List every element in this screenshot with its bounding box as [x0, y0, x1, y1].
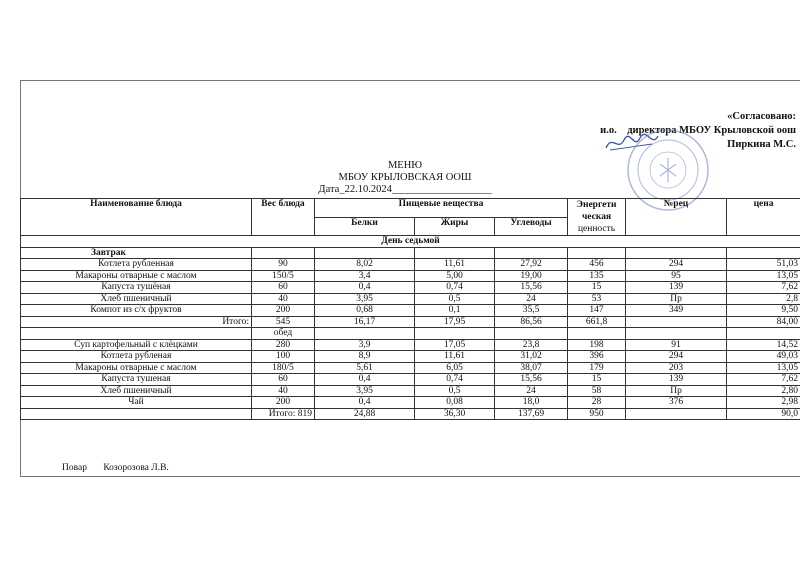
- cell-fat: 17,05: [415, 339, 495, 351]
- title-menu: МЕНЮ: [387, 160, 423, 171]
- total-label: Итого:: [21, 316, 252, 328]
- cell-energy: 456: [568, 259, 626, 271]
- header-protein: Белки: [315, 217, 415, 236]
- cell-carbs: 15,56: [495, 282, 568, 294]
- cell-name: Чай: [21, 397, 252, 409]
- cell-protein: 8,9: [315, 351, 415, 363]
- day-label: День седьмой: [21, 236, 800, 248]
- lunch-rows: [21, 339, 800, 420]
- cell-price: 51,03: [727, 259, 800, 271]
- cell-price: 9,50: [727, 305, 800, 317]
- total-protein: 16,17: [315, 316, 415, 328]
- cell-weight: 90: [252, 259, 315, 271]
- table-row: [21, 270, 800, 282]
- breakfast-rows: [21, 259, 800, 328]
- cell-carbs: 24: [495, 293, 568, 305]
- table-row: [21, 282, 800, 294]
- menu-table: [20, 198, 800, 420]
- cell-weight: 150/5: [252, 270, 315, 282]
- header-row: [21, 199, 800, 218]
- table-row: [21, 362, 800, 374]
- cell-name: Котлета рубленая: [21, 351, 252, 363]
- total-carbs: 137,69: [495, 408, 568, 420]
- cell-fat: 11,61: [415, 351, 495, 363]
- cell-price: 7,62: [727, 374, 800, 386]
- cell-weight: 60: [252, 374, 315, 386]
- cook-role: Повар: [62, 463, 87, 473]
- header-dish: Наименование блюда: [21, 199, 252, 236]
- cell-name: Капуста тушеная: [21, 374, 252, 386]
- cell-name: Суп картофельный с клёцками: [21, 339, 252, 351]
- cell-fat: 11,61: [415, 259, 495, 271]
- cell-weight: 200: [252, 397, 315, 409]
- cell-recipe: Пр: [626, 385, 727, 397]
- cell-recipe: 294: [626, 259, 727, 271]
- cell-protein: 3,4: [315, 270, 415, 282]
- total-fat: 36,30: [415, 408, 495, 420]
- cell-name: Хлеб пшеничный: [21, 385, 252, 397]
- table-row: [21, 293, 800, 305]
- total-weight: Итого: 819: [252, 408, 315, 420]
- menu-title: [300, 160, 510, 196]
- cell-energy: 15: [568, 282, 626, 294]
- cell-energy: 198: [568, 339, 626, 351]
- cell-price: 2,98: [727, 397, 800, 409]
- table-row: [21, 259, 800, 271]
- cell-name: Капуста тушёная: [21, 282, 252, 294]
- cell-weight: 40: [252, 385, 315, 397]
- cell-fat: 0,1: [415, 305, 495, 317]
- cell-recipe: 95: [626, 270, 727, 282]
- cell-protein: 0,68: [315, 305, 415, 317]
- cell-recipe: 376: [626, 397, 727, 409]
- cell-carbs: 18,0: [495, 397, 568, 409]
- total-price: 84,00: [727, 316, 800, 328]
- cell-price: 2,8: [727, 293, 800, 305]
- cell-fat: 0,5: [415, 385, 495, 397]
- cook-signature: [62, 463, 183, 473]
- total-row: [21, 316, 800, 328]
- cell-carbs: 31,02: [495, 351, 568, 363]
- total-fat: 17,95: [415, 316, 495, 328]
- total-recipe: [626, 408, 727, 420]
- breakfast-label-row: [21, 247, 800, 259]
- header-energy: [568, 199, 626, 236]
- day-row: [21, 236, 800, 248]
- cell-price: 14,52: [727, 339, 800, 351]
- table-row: [21, 397, 800, 409]
- cell-energy: 28: [568, 397, 626, 409]
- cell-price: 49,03: [727, 351, 800, 363]
- cell-fat: 0,5: [415, 293, 495, 305]
- title-date: Дата_22.10.2024___________________: [318, 184, 492, 195]
- cell-name: Котлета рубленная: [21, 259, 252, 271]
- total-recipe: [626, 316, 727, 328]
- cell-recipe: 349: [626, 305, 727, 317]
- total-carbs: 86,56: [495, 316, 568, 328]
- title-school: МБОУ КРЫЛОВСКАЯ ООШ: [338, 172, 472, 183]
- cell-weight: 100: [252, 351, 315, 363]
- approval-role: и.о.: [600, 125, 617, 136]
- header-recipe: №рец: [626, 199, 727, 236]
- header-carbs: Углеводы: [495, 217, 568, 236]
- cell-weight: 200: [252, 305, 315, 317]
- header-price: цена: [727, 199, 800, 236]
- table-row: [21, 385, 800, 397]
- cell-name: Макароны отварные с маслом: [21, 270, 252, 282]
- table-row: [21, 305, 800, 317]
- cell-name: Компот из с/х фруктов: [21, 305, 252, 317]
- approval-name: Пиркина М.С.: [727, 139, 796, 150]
- cell-carbs: 15,56: [495, 374, 568, 386]
- cell-recipe: 294: [626, 351, 727, 363]
- cell-protein: 0,4: [315, 397, 415, 409]
- cell-energy: 147: [568, 305, 626, 317]
- cell-energy: 15: [568, 374, 626, 386]
- cell-protein: 0,4: [315, 374, 415, 386]
- total-row: [21, 408, 800, 420]
- cell-fat: 0,08: [415, 397, 495, 409]
- cell-fat: 0,74: [415, 374, 495, 386]
- breakfast-label: Завтрак: [21, 247, 252, 259]
- table-row: [21, 351, 800, 363]
- cell-energy: 396: [568, 351, 626, 363]
- cell-recipe: Пр: [626, 293, 727, 305]
- cell-fat: 5,00: [415, 270, 495, 282]
- total-energy: 661,8: [568, 316, 626, 328]
- header-energy-line2: ческая: [581, 212, 612, 222]
- cook-name: Козорозова Л.В.: [103, 463, 169, 473]
- header-energy-line1: Энергети: [576, 200, 617, 210]
- cell-weight: 280: [252, 339, 315, 351]
- header-energy-line3: ценность: [577, 224, 616, 234]
- approval-director: директора МБОУ Крыловской оош: [627, 125, 796, 136]
- cell-weight: 60: [252, 282, 315, 294]
- cell-recipe: 91: [626, 339, 727, 351]
- header-nutrients: Пищевые вещества: [315, 199, 568, 218]
- lunch-label-row: [21, 328, 800, 340]
- cell-protein: 0,4: [315, 282, 415, 294]
- cell-protein: 5,61: [315, 362, 415, 374]
- cell-weight: 180/5: [252, 362, 315, 374]
- cell-carbs: 23,8: [495, 339, 568, 351]
- cell-price: 13,05: [727, 270, 800, 282]
- cell-protein: 3,95: [315, 385, 415, 397]
- header-weight: Вес блюда: [252, 199, 315, 236]
- cell-carbs: 35,5: [495, 305, 568, 317]
- cell-carbs: 27,92: [495, 259, 568, 271]
- cell-carbs: 19,00: [495, 270, 568, 282]
- total-weight: 545: [252, 316, 315, 328]
- cell-fat: 6,05: [415, 362, 495, 374]
- cell-recipe: 139: [626, 282, 727, 294]
- cell-carbs: 24: [495, 385, 568, 397]
- cell-name: Хлеб пшеничный: [21, 293, 252, 305]
- header-fat: Жиры: [415, 217, 495, 236]
- cell-price: 13,05: [727, 362, 800, 374]
- approval-title: «Согласовано:: [727, 111, 796, 122]
- cell-price: 7,62: [727, 282, 800, 294]
- cell-protein: 8,02: [315, 259, 415, 271]
- cell-fat: 0,74: [415, 282, 495, 294]
- table-row: [21, 374, 800, 386]
- total-protein: 24,88: [315, 408, 415, 420]
- cell-recipe: 203: [626, 362, 727, 374]
- cell-energy: 135: [568, 270, 626, 282]
- cell-energy: 53: [568, 293, 626, 305]
- cell-protein: 3,95: [315, 293, 415, 305]
- cell-price: 2,80: [727, 385, 800, 397]
- cell-protein: 3,9: [315, 339, 415, 351]
- cell-energy: 58: [568, 385, 626, 397]
- total-energy: 950: [568, 408, 626, 420]
- cell-recipe: 139: [626, 374, 727, 386]
- lunch-label: обед: [252, 328, 315, 340]
- cell-carbs: 38,07: [495, 362, 568, 374]
- cell-weight: 40: [252, 293, 315, 305]
- total-label: [21, 408, 252, 420]
- cell-energy: 179: [568, 362, 626, 374]
- table-row: [21, 339, 800, 351]
- cell-name: Макароны отварные с маслом: [21, 362, 252, 374]
- total-price: 90,0: [727, 408, 800, 420]
